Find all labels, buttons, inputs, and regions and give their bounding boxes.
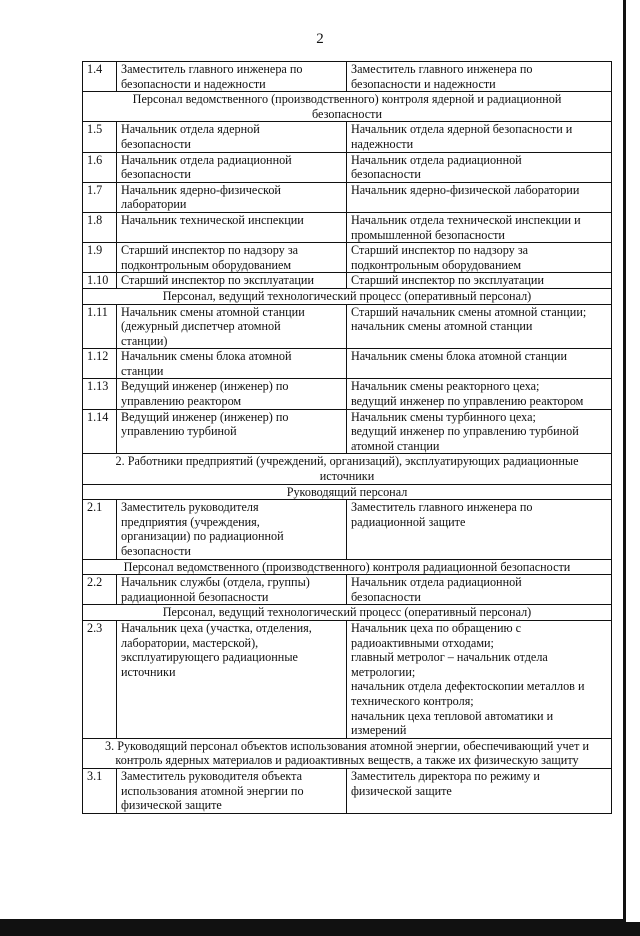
item-number: 1.6 <box>83 152 117 182</box>
item-number: 2.2 <box>83 575 117 605</box>
section-header-line: 2. Работники предприятий (учреждений, организаций), эксплуатирующих радиационные <box>115 454 579 469</box>
cell-line: измерений <box>351 723 407 738</box>
positions-table <box>82 61 612 814</box>
table-row <box>83 304 612 349</box>
cell-line: Начальник технической инспекции <box>121 212 304 227</box>
item-number: 1.13 <box>83 379 117 409</box>
equivalent-position-cell <box>347 273 612 289</box>
equivalent-position-cell <box>347 620 612 738</box>
cell-line: Начальник отдела радиационной <box>351 575 522 590</box>
table-row <box>83 62 612 92</box>
cell-line: лаборатории, мастерской), <box>121 635 259 650</box>
cell-line: безопасности <box>121 136 191 151</box>
cell-line: физической защите <box>121 798 222 813</box>
position-title-cell <box>117 182 347 212</box>
section-header-line: Персонал ведомственного (производственного) контроля ядерной и радиационной <box>132 92 562 107</box>
cell-line: Начальник смены реакторного цеха; <box>351 379 540 394</box>
equivalent-position-cell <box>347 575 612 605</box>
item-number: 3.1 <box>83 768 117 813</box>
section-header <box>83 92 612 122</box>
cell-line: атомной станции <box>351 438 440 453</box>
equivalent-position-cell <box>347 409 612 454</box>
section-header-line: Персонал, ведущий технологический процесс (оперативный персонал) <box>162 605 532 620</box>
table-row <box>83 212 612 242</box>
section-header <box>83 738 612 768</box>
section-header <box>83 484 612 500</box>
position-title-cell <box>117 212 347 242</box>
section-header <box>83 559 612 575</box>
cell-line: технического контроля; <box>351 693 474 708</box>
item-number: 1.10 <box>83 273 117 289</box>
item-number: 1.12 <box>83 349 117 379</box>
section-header-row <box>83 738 612 768</box>
cell-line: радиационной безопасности <box>121 589 269 604</box>
item-number: 1.9 <box>83 243 117 273</box>
equivalent-position-cell <box>347 182 612 212</box>
cell-line: Начальник смены атомной станции <box>121 304 305 319</box>
table-row <box>83 152 612 182</box>
cell-line: использования атомной энергии по <box>121 783 304 798</box>
position-title-cell <box>117 620 347 738</box>
cell-line: главный метролог – начальник отдела <box>351 650 548 665</box>
cell-line: Старший инспектор по эксплуатации <box>121 273 314 288</box>
section-header-line: Персонал ведомственного (производственного) контроля радиационной безопасности <box>123 559 571 574</box>
cell-line: станции) <box>121 333 168 348</box>
section-header <box>83 288 612 304</box>
cell-line: Начальник отдела технической инспекции и <box>351 212 581 227</box>
equivalent-position-cell <box>347 768 612 813</box>
cell-line: Начальник отдела ядерной <box>121 122 260 137</box>
section-header <box>83 454 612 484</box>
cell-line: ведущий инженер по управлению турбиной <box>351 424 579 439</box>
cell-line: управлению турбиной <box>121 424 237 439</box>
section-header-row <box>83 92 612 122</box>
cell-line: ведущий инженер по управлению реактором <box>351 394 584 409</box>
cell-line: Начальник отдела радиационной <box>121 152 292 167</box>
position-title-cell <box>117 152 347 182</box>
section-header <box>83 605 612 621</box>
equivalent-position-cell <box>347 62 612 92</box>
position-title-cell <box>117 304 347 349</box>
equivalent-position-cell <box>347 152 612 182</box>
cell-line: станции <box>121 363 164 378</box>
cell-line: промышленной безопасности <box>351 227 505 242</box>
cell-line: безопасности и надежности <box>121 76 266 91</box>
table-row <box>83 379 612 409</box>
cell-line: безопасности <box>351 589 421 604</box>
cell-line: Заместитель руководителя <box>121 500 259 515</box>
position-title-cell <box>117 379 347 409</box>
cell-line: (дежурный диспетчер атомной <box>121 319 281 334</box>
scan-margin <box>629 0 640 936</box>
cell-line: радиоактивными отходами; <box>351 635 494 650</box>
table-row <box>83 349 612 379</box>
table-row <box>83 409 612 454</box>
cell-line: безопасности <box>351 167 421 182</box>
cell-line: безопасности <box>121 544 191 558</box>
section-header-line: Руководящий персонал <box>286 484 408 499</box>
section-header-row <box>83 559 612 575</box>
cell-line: Начальник цеха по обращению с <box>351 620 522 635</box>
cell-line: Заместитель главного инженера по <box>351 62 533 76</box>
item-number: 1.11 <box>83 304 117 349</box>
equivalent-position-cell <box>347 500 612 559</box>
position-title-cell <box>117 768 347 813</box>
cell-line: надежности <box>351 136 414 151</box>
cell-line: подконтрольным оборудованием <box>351 257 522 272</box>
cell-line: Заместитель руководителя объекта <box>121 768 302 783</box>
item-number: 1.14 <box>83 409 117 454</box>
cell-line: безопасности <box>121 167 191 182</box>
section-header-line: контроль ядерных материалов и радиоактивных веществ, а также их физическую защиту <box>115 753 579 768</box>
cell-line: Заместитель главного инженера по <box>121 62 303 76</box>
section-header-row <box>83 605 612 621</box>
cell-line: подконтрольным оборудованием <box>121 257 292 272</box>
section-header-row <box>83 288 612 304</box>
cell-line: Начальник смены блока атомной станции <box>351 349 567 364</box>
cell-line: управлению реактором <box>121 394 242 409</box>
cell-line: Начальник смены турбинного цеха; <box>351 409 536 424</box>
equivalent-position-cell <box>347 379 612 409</box>
cell-line: начальник смены атомной станции <box>351 319 533 334</box>
item-number: 1.5 <box>83 122 117 152</box>
cell-line: Начальник цеха (участка, отделения, <box>121 620 312 635</box>
position-title-cell <box>117 273 347 289</box>
cell-line: безопасности и надежности <box>351 76 496 91</box>
cell-line: начальник цеха тепловой автоматики и <box>351 708 554 723</box>
position-title-cell <box>117 243 347 273</box>
cell-line: физической защите <box>351 783 452 798</box>
item-number: 2.3 <box>83 620 117 738</box>
equivalent-position-cell <box>347 243 612 273</box>
item-number: 1.7 <box>83 182 117 212</box>
cell-line: Начальник смены блока атомной <box>121 349 292 364</box>
cell-line: Старший начальник смены атомной станции; <box>351 304 587 319</box>
cell-line: Ведущий инженер (инженер) по <box>121 379 289 394</box>
section-header-line: источники <box>319 469 375 484</box>
equivalent-position-cell <box>347 349 612 379</box>
cell-line: Старший инспектор по эксплуатации <box>351 273 544 288</box>
section-header-row <box>83 454 612 484</box>
table-row <box>83 768 612 813</box>
positions-table-body <box>83 62 612 814</box>
cell-line: Начальник отдела радиационной <box>351 152 522 167</box>
section-header-line: Персонал, ведущий технологический процесс (оперативный персонал) <box>162 288 532 303</box>
cell-line: Заместитель директора по режиму и <box>351 768 540 783</box>
item-number: 1.8 <box>83 212 117 242</box>
position-title-cell <box>117 500 347 559</box>
cell-line: метрологии; <box>351 664 416 679</box>
position-title-cell <box>117 349 347 379</box>
cell-line: начальник отдела дефектоскопии металлов и <box>351 679 585 694</box>
table-row <box>83 182 612 212</box>
section-header-line: безопасности <box>312 106 382 121</box>
scan-bottom-edge <box>0 922 640 936</box>
cell-line: Начальник службы (отдела, группы) <box>121 575 310 590</box>
table-row <box>83 575 612 605</box>
cell-line: лаборатории <box>121 197 187 212</box>
position-title-cell <box>117 575 347 605</box>
cell-line: предприятия (учреждения, <box>121 514 260 529</box>
table-row <box>83 500 612 559</box>
equivalent-position-cell <box>347 212 612 242</box>
cell-line: Начальник отдела ядерной безопасности и <box>351 122 573 137</box>
cell-line: эксплуатирующего радиационные <box>121 650 298 665</box>
position-title-cell <box>117 409 347 454</box>
cell-line: Старший инспектор по надзору за <box>351 243 529 258</box>
cell-line: радиационной защите <box>351 514 466 529</box>
cell-line: источники <box>121 664 176 679</box>
table-row <box>83 243 612 273</box>
table-row <box>83 620 612 738</box>
page-number: 2 <box>316 31 324 47</box>
section-header-row <box>83 484 612 500</box>
table-row <box>83 122 612 152</box>
cell-line: Ведущий инженер (инженер) по <box>121 409 289 424</box>
cell-line: Начальник ядерно-физической <box>121 182 281 197</box>
equivalent-position-cell <box>347 304 612 349</box>
position-title-cell <box>117 62 347 92</box>
item-number: 2.1 <box>83 500 117 559</box>
cell-line: Заместитель главного инженера по <box>351 500 533 515</box>
equivalent-position-cell <box>347 122 612 152</box>
cell-line: Начальник ядерно-физической лаборатории <box>351 182 580 197</box>
cell-line: организации) по радиационной <box>121 529 284 544</box>
cell-line: Старший инспектор по надзору за <box>121 243 299 258</box>
table-row <box>83 273 612 289</box>
position-title-cell <box>117 122 347 152</box>
section-header-line: 3. Руководящий персонал объектов использования атомной энергии, обеспечивающий учет и <box>105 738 589 753</box>
item-number: 1.4 <box>83 62 117 92</box>
